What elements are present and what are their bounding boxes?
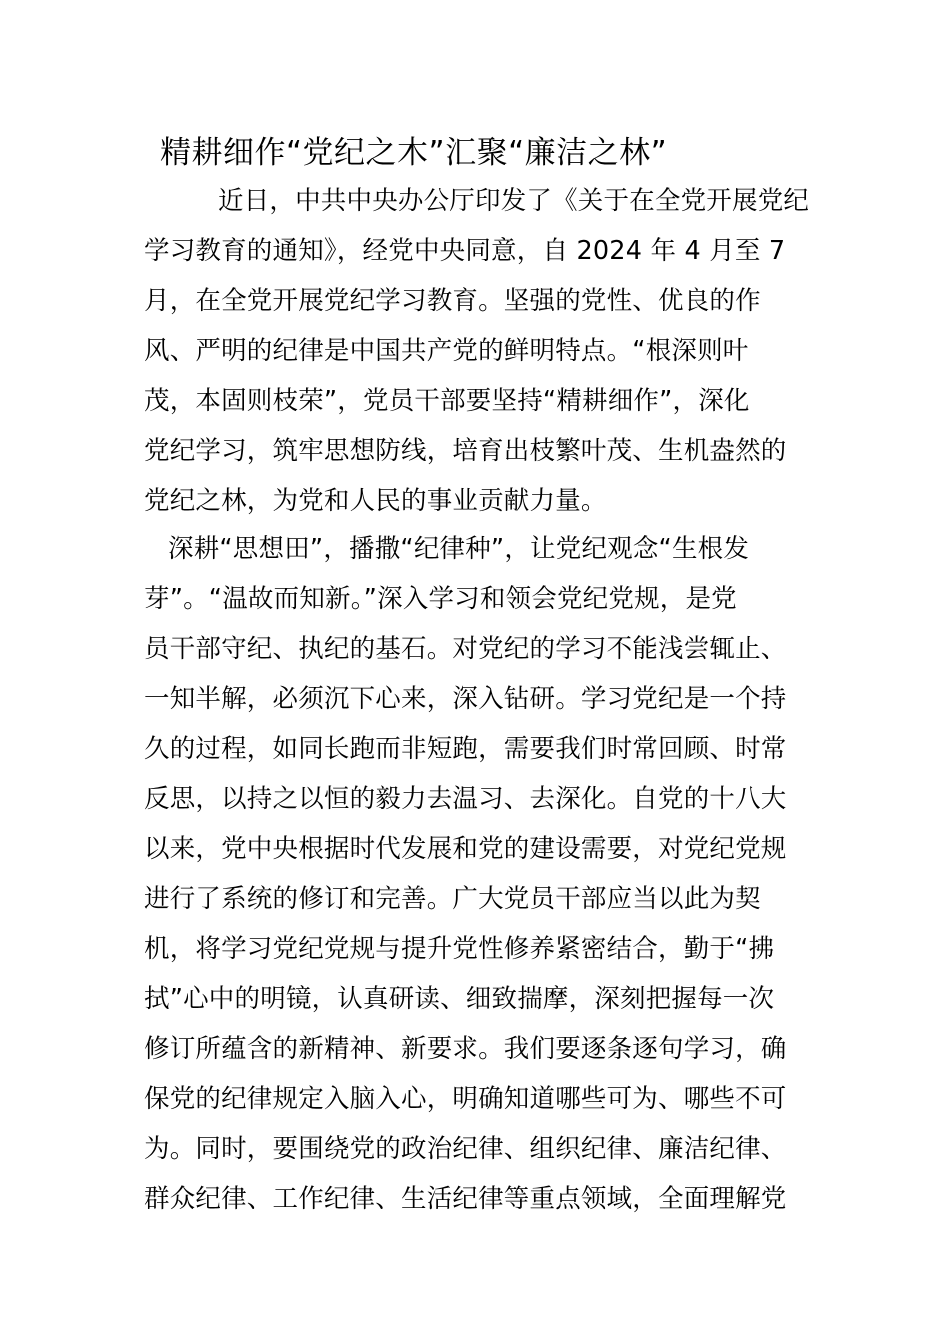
paragraph-line: 进行了系统的修订和完善。广大党员干部应当以此为契: [144, 884, 761, 914]
paragraph-line: 机，将学习党纪党规与提升党性修养紧密结合，勤于“拂: [144, 934, 775, 964]
paragraph-line: 风、严明的纪律是中国共产党的鲜明特点。“根深则叶: [144, 336, 749, 366]
paragraph-line: 为。同时，要围绕党的政治纪律、组织纪律、廉洁纪律、: [144, 1134, 787, 1164]
paragraph-line: 党纪之林，为党和人民的事业贡献力量。: [144, 486, 607, 516]
paragraph-line: 深耕“思想田”，播撒“纪律种”，让党纪观念“生根发: [168, 534, 750, 564]
paragraph-line: 党纪学习，筑牢思想防线，培育出枝繁叶茂、生机盎然的: [144, 436, 787, 466]
paragraph-line: 学习教育的通知》，经党中央同意，自 2024 年 4 月至 7: [144, 236, 786, 266]
paragraph-line: 员干部守纪、执纪的基石。对党纪的学习不能浅尝辄止、: [144, 634, 787, 664]
paragraph-2: [144, 524, 810, 1224]
paragraph-line: 久的过程，如同长跑而非短跑，需要我们时常回顾、时常: [144, 734, 787, 764]
paragraph-line: 芽”。“温故而知新。”深入学习和领会党纪党规，是党: [144, 584, 737, 614]
paragraph-line: 反思，以持之以恒的毅力去温习、去深化。自党的十八大: [144, 784, 787, 814]
paragraph-line: 近日，中共中央办公厅印发了《关于在全党开展党纪: [218, 186, 810, 216]
paragraph-line: 群众纪律、工作纪律、生活纪律等重点领域，全面理解党: [144, 1184, 787, 1214]
paragraph-line: 修订所蕴含的新精神、新要求。我们要逐条逐句学习，确: [144, 1034, 787, 1064]
paragraph-line: 一知半解，必须沉下心来，深入钻研。学习党纪是一个持: [144, 684, 787, 714]
paragraph-line: 以来，党中央根据时代发展和党的建设需要，对党纪党规: [144, 834, 787, 864]
paragraph-line: 拭”心中的明镜，认真研读、细致揣摩，深刻把握每一次: [144, 984, 775, 1014]
paragraph-line: 月，在全党开展党纪学习教育。坚强的党性、优良的作: [144, 286, 761, 316]
paragraph-1: [144, 176, 810, 526]
paragraph-line: 保党的纪律规定入脑入心，明确知道哪些可为、哪些不可: [144, 1084, 787, 1114]
paragraph-line: 茂，本固则枝荣”，党员干部要坚持“精耕细作”，深化: [144, 386, 750, 416]
document-title: 精耕细作“党纪之木”汇聚“廉洁之林”: [160, 135, 668, 171]
